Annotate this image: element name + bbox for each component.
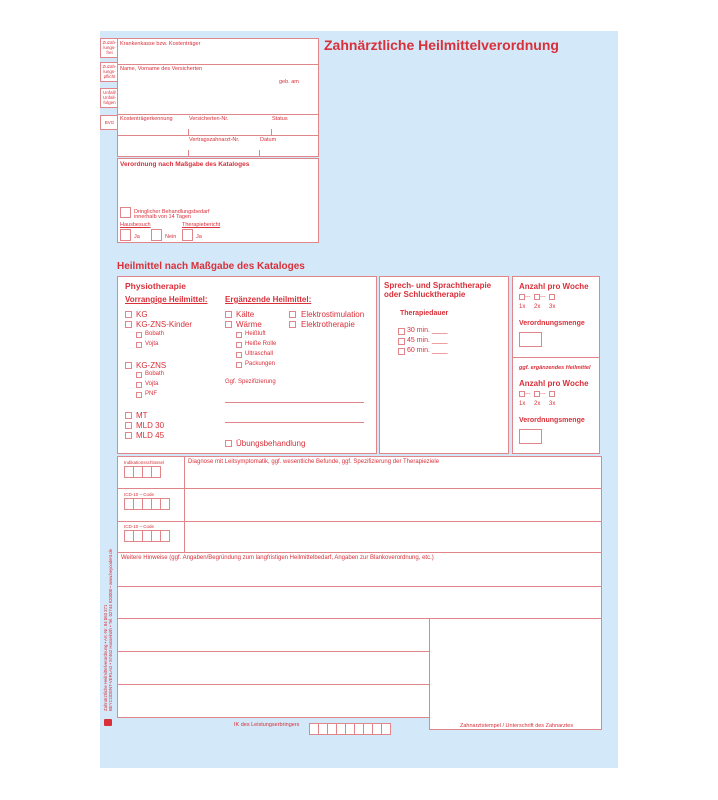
ik-cells[interactable] [309, 723, 390, 735]
heisse-rolle-label: Heiße Rolle [245, 341, 277, 347]
freq2-2x-label: 2x [534, 401, 541, 407]
side-text-1: Zahnärztliche Heilmittelverordnung • Art.-Nr. 84 063 371 [103, 604, 108, 711]
vorrangig-title: Vorrangige Heilmittel: [125, 295, 208, 304]
ergaenzend-heilmittel-label: ggf. ergänzendes Heilmittel [519, 365, 591, 371]
spezifizierung-label: Ggf. Spezifizierung [225, 379, 276, 385]
verordnung-block [117, 158, 319, 243]
kaelte-label: Kälte [236, 310, 255, 319]
sprech-title-1: Sprech- und Sprachtherapie [384, 281, 492, 290]
status-label: Status [272, 116, 288, 122]
elektrostimulation-label: Elektrostimulation [301, 310, 365, 319]
kinder-vojta-label: Vojta [145, 341, 159, 347]
heissluft-checkbox[interactable] [236, 332, 242, 338]
verordnung-title: Verordnung nach Maßgabe des Kataloges [120, 161, 250, 168]
mld30-checkbox[interactable] [125, 422, 132, 429]
packungen-label: Packungen [245, 361, 276, 367]
icd2-label: ICD-10 – Code [124, 524, 155, 529]
heilmittel-title: Heilmittel nach Maßgabe des Kataloges [117, 261, 305, 272]
waerme-label: Wärme [236, 320, 262, 329]
uebung-checkbox[interactable] [225, 440, 232, 447]
diagnose-label: Diagnose mit Leitsymptomatik, ggf. wesentliche Befunde, ggf. Spezifizierung der Therapieziele [188, 459, 440, 465]
dauer-45-checkbox[interactable] [398, 338, 405, 345]
kinder-vojta-checkbox[interactable] [136, 342, 142, 348]
physiotherapie-block [117, 276, 377, 454]
ergaenzend-title: Ergänzende Heilmittel: [225, 295, 312, 304]
icd2-cells[interactable] [124, 530, 169, 542]
kg-zns-checkbox[interactable] [125, 362, 132, 369]
freq-3x-checkbox[interactable] [549, 294, 555, 300]
hinweise-block[interactable] [117, 552, 602, 619]
dauer-30-checkbox[interactable] [398, 328, 405, 335]
name-label: Name, Vorname des Versicherten [120, 66, 203, 72]
kg-zns-kinder-checkbox[interactable] [125, 321, 132, 328]
menge-title: Verordnungsmenge [519, 320, 585, 327]
mt-checkbox[interactable] [125, 412, 132, 419]
dringlich-label1: Dringlicher Behandlungsbedarf [134, 209, 210, 215]
elektrotherapie-checkbox[interactable] [289, 321, 296, 328]
dauer-45-label: 45 min. ____ [407, 337, 448, 344]
zuzahlungspflicht-label: Zuzah- lungs- pflicht [102, 64, 117, 79]
hinweise-lines-block[interactable] [117, 618, 430, 718]
icd1-cells[interactable] [124, 498, 169, 510]
dauer-60-checkbox[interactable] [398, 348, 405, 355]
waerme-checkbox[interactable] [225, 321, 232, 328]
menge-input-2[interactable] [519, 429, 542, 444]
hausbesuch-label: Hausbesuch [120, 222, 151, 228]
dringlich-label2: innerhalb von 14 Tagen [134, 214, 192, 220]
zns-pnf-checkbox[interactable] [136, 392, 142, 398]
freq-1x-label: 1x [519, 304, 526, 310]
therapiebericht-ja-checkbox[interactable] [182, 229, 193, 241]
sprechtherapie-block [379, 276, 509, 454]
mld30-label: MLD 30 [136, 421, 165, 430]
spezifizierung-line-1[interactable] [225, 402, 364, 403]
bvg-label: BVG [104, 120, 115, 125]
publisher-logo-icon [104, 719, 112, 726]
kostentraeger-label: Krankenkasse bzw. Kostenträger [120, 41, 201, 47]
spezifizierung-line-2[interactable] [225, 422, 364, 423]
hausbesuch-nein-checkbox[interactable] [151, 229, 162, 241]
therapiebericht-label: Therapiebericht [182, 222, 221, 228]
heissluft-label: Heißluft [245, 331, 266, 337]
kg-zns-kinder-label: KG-ZNS-Kinder [136, 320, 193, 329]
icd1-label: ICD-10 – Code [124, 492, 155, 497]
hausbesuch-nein-label: Nein [165, 234, 177, 240]
datum-label: Datum [260, 137, 277, 143]
zns-vojta-label: Vojta [145, 381, 159, 387]
side-text-2: BEYCODENT-VERLAG • 57462 Hasselroth • Tel. 02744 920000 • www.beycodent.de [108, 548, 113, 711]
elektrotherapie-label: Elektrotherapie [301, 320, 355, 329]
menge-title-2: Verordnungsmenge [519, 417, 585, 424]
kennung-label: Kostenträgerkennung [120, 116, 173, 122]
freq2-3x-checkbox[interactable] [549, 391, 555, 397]
kinder-bobath-label: Bobath [145, 331, 165, 337]
anzahl-title: Anzahl pro Woche [519, 282, 589, 291]
zns-bobath-checkbox[interactable] [136, 372, 142, 378]
kg-label: KG [136, 310, 148, 319]
ultraschall-label: Ultraschall [245, 351, 274, 357]
patient-header-block [117, 38, 319, 157]
anzahl-title-2: Anzahl pro Woche [519, 379, 589, 388]
packungen-checkbox[interactable] [236, 362, 242, 368]
therapiedauer-title: Therapiedauer [400, 310, 449, 317]
unfall-label: Unfall/ Unfall- folgen [102, 90, 116, 105]
anzahl-block: Anzahl pro Woche --- --- 1x 2x 3x Verordnungsmenge ggf. ergänzendes Heilmittel Anzahl pro Woche --- --- 1x 2x 3x Verordnungsmenge [512, 276, 600, 454]
stempel-label: Zahnarztstempel / Unterschrift des Zahnarztes [460, 723, 574, 729]
elektrostimulation-checkbox[interactable] [289, 311, 296, 318]
vertragszahnarzt-label: Vertragszahnarzt-Nr. [189, 137, 240, 143]
versichertennr-label: Versicherten-Nr. [189, 116, 229, 122]
kaelte-checkbox[interactable] [225, 311, 232, 318]
mld45-checkbox[interactable] [125, 432, 132, 439]
sprech-title-2: oder Schlucktherapie [384, 290, 466, 299]
therapiebericht-ja-label: Ja [196, 234, 202, 240]
dringlich-checkbox[interactable] [120, 207, 131, 218]
physio-title: Physiotherapie [125, 281, 186, 291]
kg-checkbox[interactable] [125, 311, 132, 318]
freq-2x-label: 2x [534, 304, 541, 310]
dauer-60-label: 60 min. ____ [407, 347, 448, 354]
uebung-label: Übungsbehandlung [236, 439, 306, 448]
mld45-label: MLD 45 [136, 431, 165, 440]
mt-label: MT [136, 411, 148, 420]
diagnose-block [117, 456, 602, 553]
hausbesuch-ja-label: Ja [134, 234, 140, 240]
freq2-3x-label: 3x [549, 401, 556, 407]
stempel-box[interactable] [429, 618, 602, 730]
kinder-bobath-checkbox[interactable] [136, 332, 142, 338]
freq2-1x-label: 1x [519, 401, 526, 407]
zuzahlungsfrei-label: Zuzah- lungs- frei [102, 40, 117, 55]
indikation-cells[interactable] [124, 466, 160, 478]
hinweise-label: Weitere Hinweise (ggf. Angaben/Begründung zum langfristigen Heilmittelbedarf, Angaben zur Blankoverordnung, etc.) [121, 555, 434, 561]
freq-3x-label: 3x [549, 304, 556, 310]
menge-input[interactable] [519, 332, 542, 347]
zns-pnf-label: PNF [145, 391, 157, 397]
form-title: Zahnärztliche Heilmittelverordnung [324, 37, 559, 53]
hausbesuch-ja-checkbox[interactable] [120, 229, 131, 241]
dauer-30-label: 30 min. ____ [407, 327, 448, 334]
kg-zns-label: KG-ZNS [136, 361, 167, 370]
indikation-label: Indikationsschlüssel [124, 460, 165, 465]
ultraschall-checkbox[interactable] [236, 352, 242, 358]
geb-label: geb. am [279, 79, 299, 85]
ik-label: IK des Leistungserbringers [234, 722, 300, 728]
heisse-rolle-checkbox[interactable] [236, 342, 242, 348]
form-sheet [100, 31, 618, 768]
zns-vojta-checkbox[interactable] [136, 382, 142, 388]
zns-bobath-label: Bobath [145, 371, 165, 377]
